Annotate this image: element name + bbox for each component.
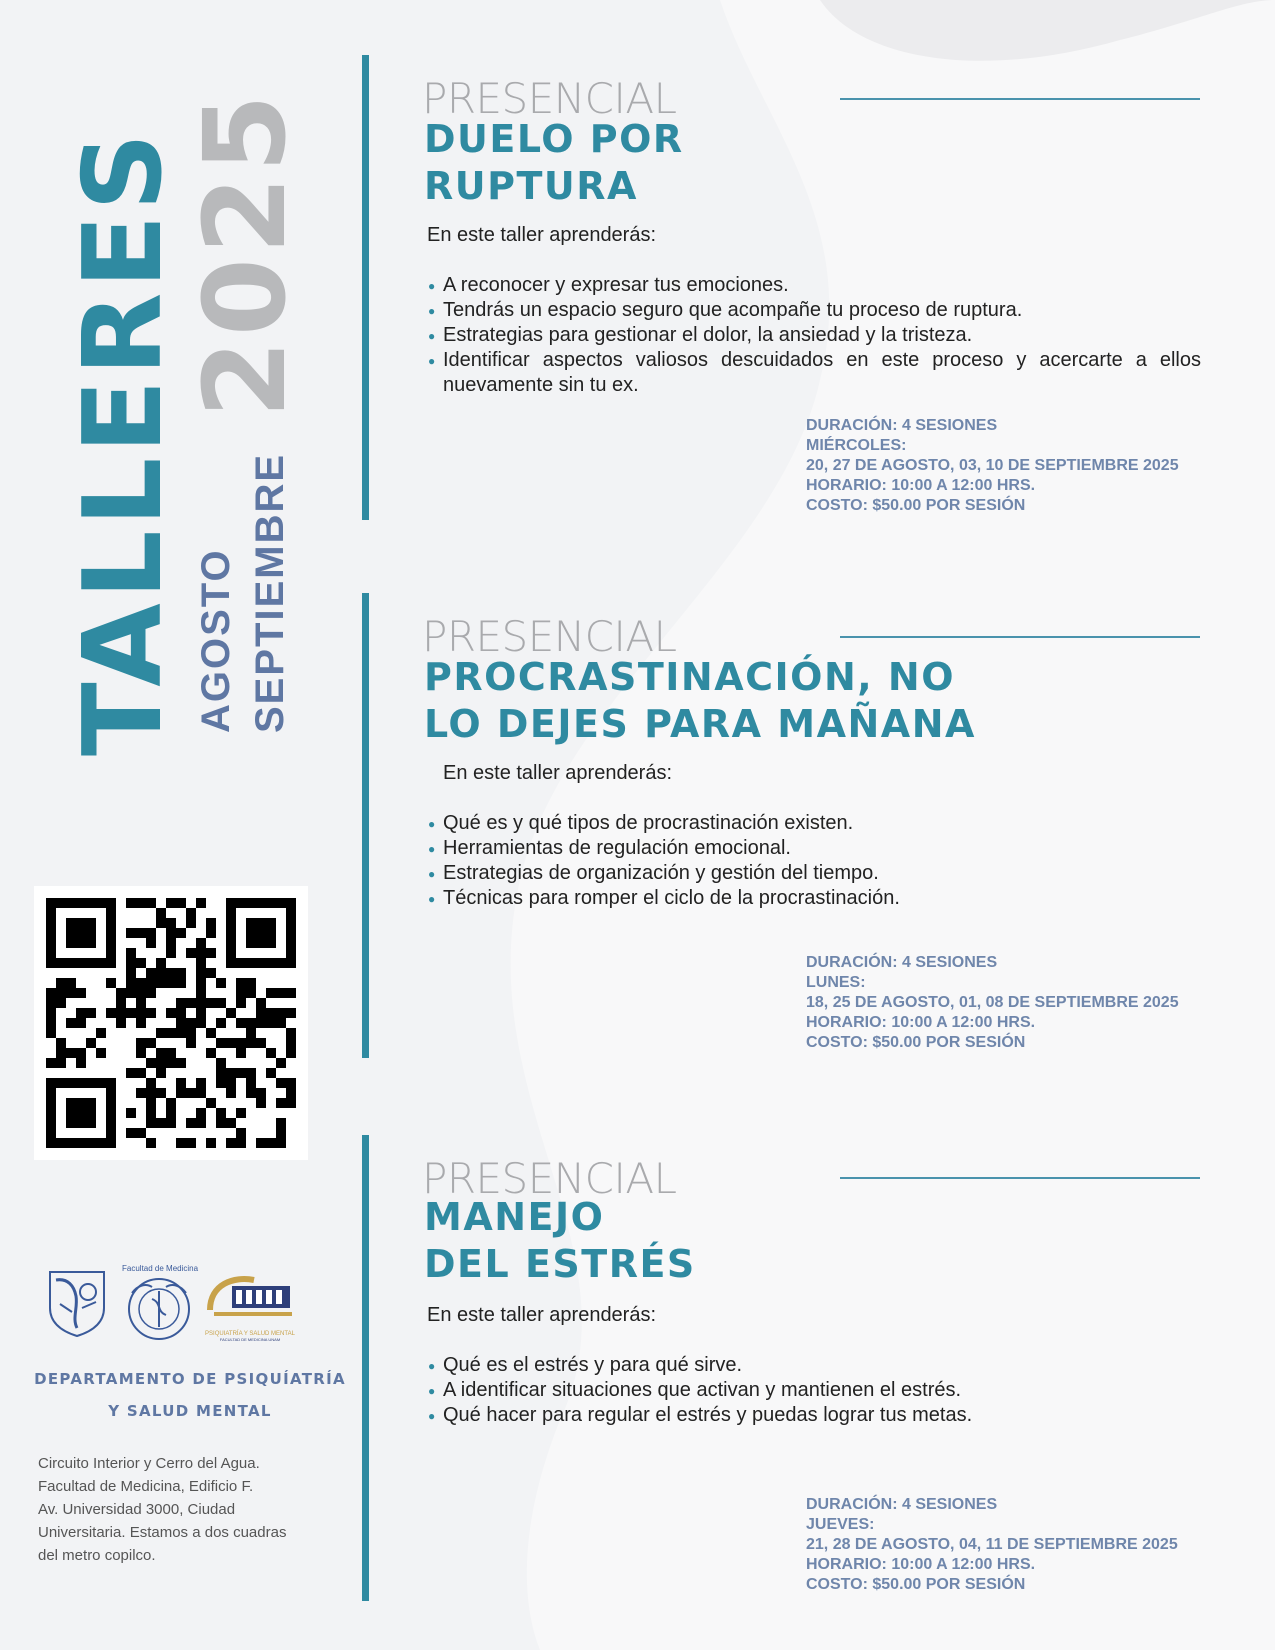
address-line: Circuito Interior y Cerro del Agua.	[38, 1455, 260, 1472]
unam-shield-icon	[46, 1268, 108, 1338]
duration: DURACIÓN: 4 SESIONES	[806, 1496, 998, 1513]
bullet-icon: ●	[428, 1409, 436, 1423]
address-line: Universitaria. Estamos a dos cuadras	[38, 1524, 287, 1541]
workshop-2-modality: PRESENCIAL	[422, 612, 677, 661]
section-divider-1	[362, 55, 369, 520]
header-rule-2	[840, 636, 1200, 638]
section-divider-3	[362, 1135, 369, 1601]
workshop-3-intro: En este taller aprenderás:	[427, 1304, 657, 1326]
schedule: HORARIO: 10:00 A 12:00 HRS.	[806, 1014, 1036, 1031]
list-item: ● Qué es y qué tipos de procrastinación existen.	[428, 811, 1201, 836]
header-rule-3	[840, 1177, 1200, 1179]
header-rule-1	[840, 98, 1200, 100]
medicine-seal-icon	[122, 1273, 196, 1343]
psiquiatria-logo	[204, 1270, 296, 1342]
cost: COSTO: $50.00 POR SESIÓN	[806, 1576, 1026, 1593]
list-item: ● Qué es el estrés y para qué sirve.	[428, 1353, 1201, 1378]
address-line: Facultad de Medicina, Edificio F.	[38, 1478, 254, 1495]
bullet-icon: ●	[428, 279, 436, 293]
list-item: ● Identificar aspectos valiosos descuidados en este proceso y acercarte a ellos nuevamente sin tu ex.	[428, 349, 1201, 396]
department-line-1: DEPARTAMENTO DE PSIQUÍATRÍA	[34, 1370, 346, 1388]
psiquiatria-logo-label: PSIQUIATRÍA Y SALUD MENTAL	[205, 1331, 295, 1337]
qr-code[interactable]	[34, 886, 308, 1160]
list-item: ● A reconocer y expresar tus emociones.	[428, 273, 1201, 298]
list-item: ● Técnicas para romper el ciclo de la procrastinación.	[428, 886, 1201, 911]
cost: COSTO: $50.00 POR SESIÓN	[806, 1034, 1026, 1051]
cost: COSTO: $50.00 POR SESIÓN	[806, 497, 1026, 514]
day: MIÉRCOLES:	[806, 437, 907, 454]
bullet-icon: ●	[428, 1359, 436, 1373]
address-line: del metro copilco.	[38, 1547, 156, 1564]
list-item: ● A identificar situaciones que activan y mantienen el estrés.	[428, 1378, 1201, 1403]
day: LUNES:	[806, 974, 866, 991]
bullet-icon: ●	[428, 1384, 436, 1398]
list-item: ● Herramientas de regulación emocional.	[428, 836, 1201, 861]
day: JUEVES:	[806, 1516, 875, 1533]
workshop-2-title	[424, 654, 976, 748]
workshop-2-intro: En este taller aprenderás:	[443, 762, 673, 784]
duration: DURACIÓN: 4 SESIONES	[806, 954, 998, 971]
workshop-2-details	[806, 953, 1179, 1053]
month-septiembre: SEPTIEMBRE	[248, 452, 292, 733]
list-item: ● Qué hacer para regular el estrés y puedas lograr tus metas.	[428, 1403, 1201, 1428]
workshop-1-bullets	[428, 273, 1201, 398]
bullet-icon: ●	[428, 867, 436, 881]
month-agosto: AGOSTO	[194, 548, 238, 733]
list-item: ● Estrategias para gestionar el dolor, la ansiedad y la tristeza.	[428, 323, 1201, 348]
bullet-icon: ●	[428, 354, 436, 368]
schedule: HORARIO: 10:00 A 12:00 HRS.	[806, 1556, 1036, 1573]
dates: 18, 25 DE AGOSTO, 01, 08 DE SEPTIEMBRE 2025	[806, 994, 1179, 1011]
list-item: ● Tendrás un espacio seguro que acompañe tu proceso de ruptura.	[428, 298, 1201, 323]
year-title: 2025	[181, 90, 311, 418]
facultad-medicina-logo	[122, 1264, 199, 1348]
workshop-3-title-line-1: MANEJO	[424, 1195, 605, 1239]
duration: DURACIÓN: 4 SESIONES	[806, 417, 998, 434]
workshop-1-intro: En este taller aprenderás:	[427, 224, 657, 246]
unam-logo	[46, 1268, 108, 1343]
workshop-1-details	[806, 416, 1179, 516]
bullet-icon: ●	[428, 842, 436, 856]
address-block	[38, 1452, 328, 1567]
workshop-3-title-line-2: DEL ESTRÉS	[424, 1242, 696, 1286]
bullet-icon: ●	[428, 817, 436, 831]
workshop-1-title	[424, 116, 684, 210]
section-divider-2	[362, 593, 369, 1058]
bullet-icon: ●	[428, 304, 436, 318]
workshop-3-details	[806, 1495, 1178, 1595]
bullet-icon: ●	[428, 892, 436, 906]
workshop-1-title-line-1: DUELO POR	[424, 117, 684, 161]
bullet-icon: ●	[428, 329, 436, 343]
building-icon	[204, 1270, 296, 1326]
workshop-2-title-line-1: PROCRASTINACIÓN, NO	[424, 655, 956, 699]
psiquiatria-logo-sub: FACULTAD DE MEDICINA UNAM	[219, 1337, 281, 1342]
workshop-1-title-line-2: RUPTURA	[424, 164, 638, 208]
qr-code-icon	[46, 898, 296, 1148]
workshop-2-bullets	[428, 811, 1201, 911]
workshop-3-title	[424, 1194, 696, 1288]
list-item: ● Estrategias de organización y gestión del tiempo.	[428, 861, 1201, 886]
workshop-3-modality: PRESENCIAL	[422, 1154, 677, 1203]
dates: 21, 28 DE AGOSTO, 04, 11 DE SEPTIEMBRE 2025	[806, 1536, 1178, 1553]
address-line: Av. Universidad 3000, Ciudad	[38, 1501, 236, 1518]
department-line-2: Y SALUD MENTAL	[108, 1402, 272, 1420]
facultad-medicina-label: Facultad de Medicina	[122, 1264, 199, 1273]
talleres-title: TALLERES	[61, 128, 186, 756]
workshop-3-bullets	[428, 1353, 1201, 1428]
schedule: HORARIO: 10:00 A 12:00 HRS.	[806, 477, 1036, 494]
workshop-1-modality: PRESENCIAL	[422, 74, 677, 123]
dates: 20, 27 DE AGOSTO, 03, 10 DE SEPTIEMBRE 2025	[806, 457, 1179, 474]
workshop-2-title-line-2: LO DEJES PARA MAÑANA	[424, 702, 976, 746]
